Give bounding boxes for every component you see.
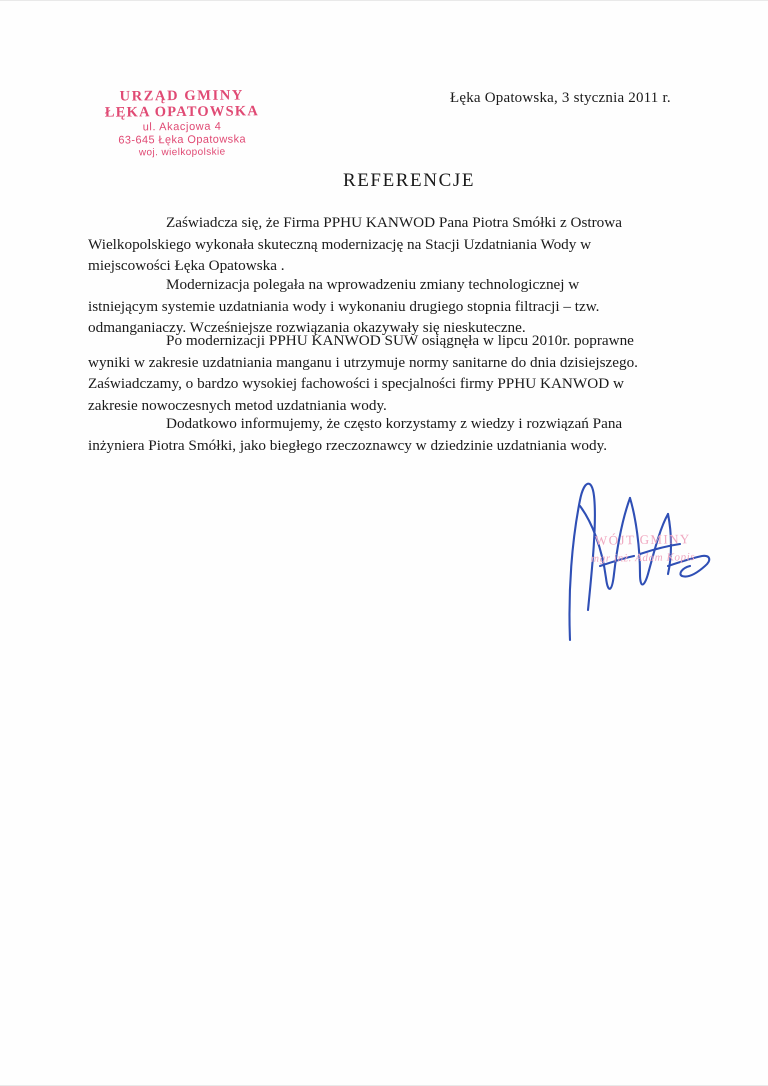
paragraph-text: Po modernizacji PPHU KANWOD SUW osiągnęła w lipcu 2010r. poprawne wyniki w zakresie uzdatniania manganu i utrzymuje normy sanitarne do dnia dzisiejszego. Zaświadczamy, o bardzo wysokiej fachowości i specjalności firmy PPHU KANWOD w zakresie nowoczesnych metod uzdatniania wody. [88,332,638,414]
signature-area [540,470,740,650]
signature-title: WÓJT GMINY [594,531,691,548]
paragraph-4 [88,413,648,456]
paragraph-text: Zaświadcza się, że Firma PPHU KANWOD Pana Piotra Smółki z Ostrowa Wielkopolskiego wykonała skuteczną modernizację na Stacji Uzdatniania Wody w miejscowości Łęka Opatowska . [88,214,622,275]
stamp-line-voivodeship: woj. wielkopolskie [138,146,226,159]
stamp-line-authority: URZĄD GMINY [119,87,245,105]
scan-edge-mark [0,0,768,1]
stamp-line-postal: 63-645 Łęka Opatowska [118,133,247,147]
page-title: REFERENCJE [342,170,476,191]
paragraph-1 [88,212,648,277]
paragraph-text: Modernizacja polegała na wprowadzeniu zmiany technologicznej w istniejącym systemie uzdatniania wody i wykonaniu drugiego stopnia filtracji – tzw. odmanganiaczy. Wcześniejsze rozwiązania okazywały się nieskuteczne. [88,276,600,337]
stamp-line-street: ul. Akacjowa 4 [142,121,222,134]
signature-name: mgr inż. Adam Kopis [591,551,696,565]
signature-stamp [558,531,729,566]
paragraph-3 [88,330,648,416]
paragraph-text: Dodatkowo informujemy, że często korzystamy z wiedzy i rozwiązań Pana inżyniera Piotra Smółki, jako biegłego rzeczoznawcy w dziedzinie uzdatniania wody. [88,415,623,454]
stamp-line-municipality: ŁĘKA OPATOWSKA [104,103,260,121]
document-date: Łęka Opatowska, 3 stycznia 2011 r. [450,90,671,106]
office-stamp [82,87,283,159]
